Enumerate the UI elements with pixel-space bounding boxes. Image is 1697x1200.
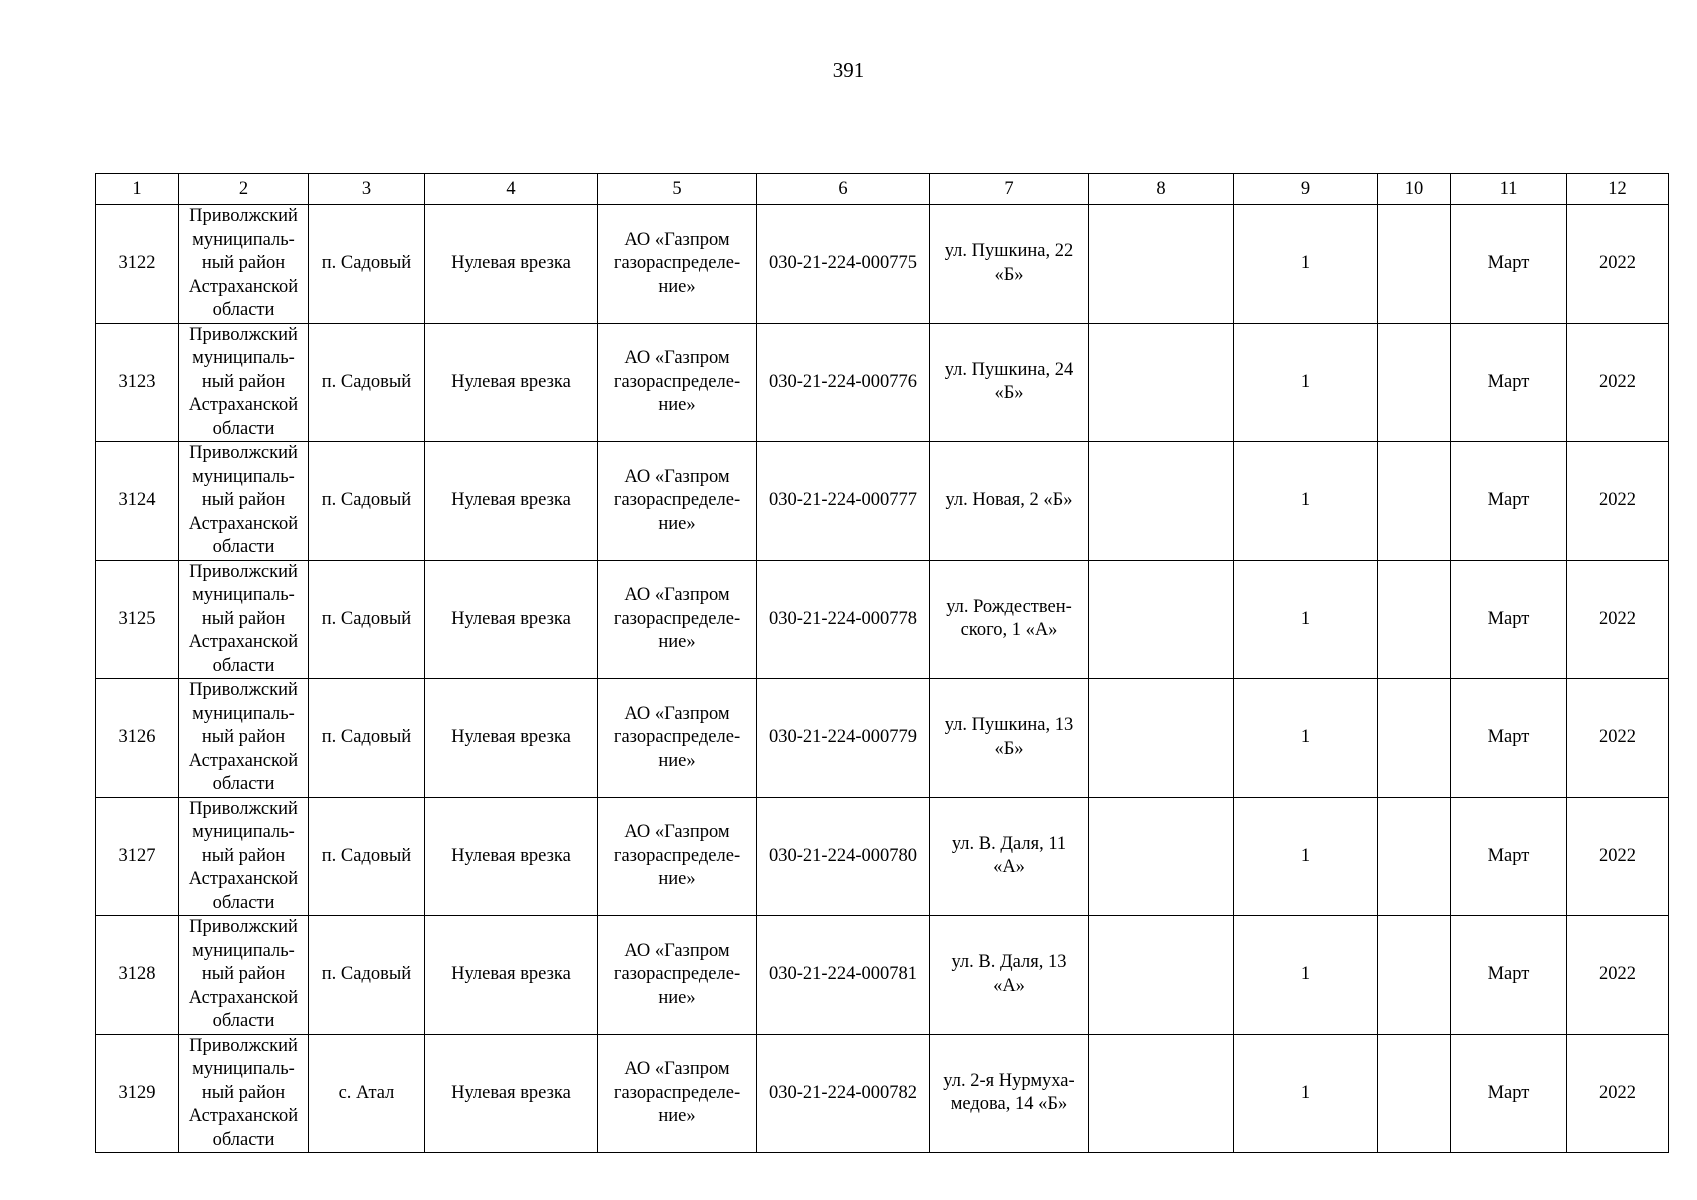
cell-line: области: [212, 892, 275, 913]
table-row: [96, 916, 1669, 1035]
cell-line: газораспределе-: [613, 253, 741, 273]
object-code-cell: 030-21-224-000778: [757, 560, 930, 679]
cell-line: АО «Газпром: [624, 822, 730, 842]
connection-type-cell: Нулевая врезка: [425, 205, 598, 324]
month-cell: Март: [1451, 560, 1567, 679]
cell-line: Приволжский: [189, 680, 298, 700]
quantity-cell: 1: [1234, 797, 1378, 916]
table-row: [96, 560, 1669, 679]
settlement-cell: с. Атал: [309, 1034, 425, 1153]
cell-line: ул. Пушкина, 13: [944, 715, 1074, 736]
row-number-cell: 3128: [96, 916, 179, 1035]
column-8-cell: [1089, 442, 1234, 561]
cell-line: Приволжский: [189, 917, 298, 937]
address-cell: [930, 323, 1089, 442]
month-cell: Март: [1451, 679, 1567, 798]
column-10-cell: [1378, 1034, 1451, 1153]
month-cell: Март: [1451, 1034, 1567, 1153]
cell-line: Приволжский: [189, 324, 298, 345]
cell-line: ние»: [658, 987, 696, 1008]
organization-cell: [598, 916, 757, 1035]
cell-line: АО «Газпром: [624, 466, 730, 487]
cell-line: Приволжский: [189, 798, 298, 819]
year-cell: 2022: [1567, 1034, 1669, 1153]
cell-line: газораспределе-: [613, 1082, 741, 1103]
district-cell: [179, 442, 309, 561]
cell-line: ского, 1 «А»: [960, 620, 1058, 641]
column-number-cell: 11: [1451, 174, 1567, 205]
cell-line: «Б»: [994, 738, 1024, 759]
cell-line: муниципаль-: [192, 822, 295, 842]
column-8-cell: [1089, 323, 1234, 442]
cell-line: области: [212, 1011, 275, 1031]
cell-line: ул. В. Даля, 11: [951, 833, 1067, 854]
object-code-cell: 030-21-224-000776: [757, 323, 930, 442]
settlement-cell: п. Садовый: [309, 442, 425, 561]
settlement-cell: п. Садовый: [309, 916, 425, 1035]
cell-line: газораспределе-: [613, 964, 741, 984]
settlement-cell: п. Садовый: [309, 205, 425, 324]
cell-line: Астраханской: [188, 395, 299, 415]
month-cell: Март: [1451, 916, 1567, 1035]
quantity-cell: 1: [1234, 560, 1378, 679]
column-number-cell: 10: [1378, 174, 1451, 205]
cell-line: «А»: [993, 857, 1025, 878]
month-cell: Март: [1451, 442, 1567, 561]
cell-line: ный район: [201, 608, 286, 629]
column-number-cell: 4: [425, 174, 598, 205]
row-number-cell: 3125: [96, 560, 179, 679]
cell-line: газораспределе-: [613, 371, 741, 392]
column-10-cell: [1378, 560, 1451, 679]
column-number-cell: 5: [598, 174, 757, 205]
cell-line: муниципаль-: [192, 940, 295, 961]
cell-line: газораспределе-: [613, 490, 741, 510]
cell-line: ул. Пушкина, 24: [944, 359, 1074, 380]
cell-line: Астраханской: [188, 1106, 299, 1126]
cell-line: газораспределе-: [613, 845, 741, 866]
cell-line: АО «Газпром: [624, 229, 730, 250]
cell-line: области: [212, 1129, 275, 1150]
connection-type-cell: Нулевая врезка: [425, 916, 598, 1035]
organization-cell: [598, 797, 757, 916]
cell-line: муниципаль-: [192, 229, 295, 250]
cell-line: области: [212, 537, 275, 557]
settlement-cell: п. Садовый: [309, 323, 425, 442]
settlement-cell: п. Садовый: [309, 797, 425, 916]
address-cell: [930, 1034, 1089, 1153]
year-cell: 2022: [1567, 916, 1669, 1035]
cell-line: Астраханской: [188, 987, 299, 1008]
column-number-cell: 3: [309, 174, 425, 205]
cell-line: газораспределе-: [613, 727, 741, 747]
page-number: 391: [832, 58, 865, 82]
cell-line: ул. Рождествен-: [946, 596, 1072, 617]
month-cell: Март: [1451, 797, 1567, 916]
object-code-cell: 030-21-224-000777: [757, 442, 930, 561]
district-cell: [179, 560, 309, 679]
organization-cell: [598, 205, 757, 324]
cell-line: ный район: [201, 964, 286, 984]
cell-line: ул. Пушкина, 22: [944, 241, 1074, 262]
year-cell: 2022: [1567, 205, 1669, 324]
row-number-cell: 3123: [96, 323, 179, 442]
quantity-cell: 1: [1234, 1034, 1378, 1153]
quantity-cell: 1: [1234, 679, 1378, 798]
column-number-cell: 8: [1089, 174, 1234, 205]
column-8-cell: [1089, 560, 1234, 679]
cell-line: ние»: [658, 869, 696, 889]
column-8-cell: [1089, 679, 1234, 798]
cell-line: Астраханской: [188, 632, 299, 652]
table-row: [96, 1034, 1669, 1153]
address-cell: [930, 205, 1089, 324]
cell-line: медова, 14 «Б»: [950, 1094, 1068, 1115]
connection-type-cell: Нулевая врезка: [425, 442, 598, 561]
cell-line: муниципаль-: [192, 585, 295, 605]
cell-line: Приволжский: [189, 443, 298, 463]
cell-line: АО «Газпром: [624, 703, 730, 724]
row-number-cell: 3126: [96, 679, 179, 798]
cell-line: ный район: [201, 490, 286, 510]
cell-line: области: [212, 774, 275, 794]
cell-line: ул. Новая, 2 «Б»: [945, 490, 1073, 510]
year-cell: 2022: [1567, 323, 1669, 442]
address-cell: [930, 442, 1089, 561]
cell-line: Приволжский: [189, 561, 298, 582]
month-cell: Март: [1451, 205, 1567, 324]
cell-line: муниципаль-: [192, 703, 295, 724]
registry-table: [95, 173, 1669, 1153]
settlement-cell: п. Садовый: [309, 560, 425, 679]
cell-line: ние»: [658, 395, 696, 415]
cell-line: ние»: [658, 632, 696, 652]
row-number-cell: 3129: [96, 1034, 179, 1153]
connection-type-cell: Нулевая врезка: [425, 323, 598, 442]
cell-line: области: [212, 655, 275, 676]
object-code-cell: 030-21-224-000781: [757, 916, 930, 1035]
column-number-cell: 1: [96, 174, 179, 205]
organization-cell: [598, 1034, 757, 1153]
month-cell: Март: [1451, 323, 1567, 442]
column-10-cell: [1378, 916, 1451, 1035]
organization-cell: [598, 560, 757, 679]
cell-line: ние»: [658, 750, 696, 771]
column-10-cell: [1378, 442, 1451, 561]
cell-line: Астраханской: [188, 513, 299, 534]
cell-line: ул. В. Даля, 13: [951, 952, 1067, 973]
cell-line: «Б»: [994, 264, 1024, 285]
cell-line: Астраханской: [188, 750, 299, 771]
column-8-cell: [1089, 916, 1234, 1035]
cell-line: муниципаль-: [192, 466, 295, 487]
quantity-cell: 1: [1234, 205, 1378, 324]
year-cell: 2022: [1567, 797, 1669, 916]
column-8-cell: [1089, 797, 1234, 916]
district-cell: [179, 323, 309, 442]
cell-line: ние»: [658, 513, 696, 534]
column-10-cell: [1378, 679, 1451, 798]
row-number-cell: 3122: [96, 205, 179, 324]
column-8-cell: [1089, 1034, 1234, 1153]
cell-line: газораспределе-: [613, 608, 741, 629]
address-cell: [930, 679, 1089, 798]
cell-line: муниципаль-: [192, 1059, 295, 1079]
object-code-cell: 030-21-224-000780: [757, 797, 930, 916]
column-10-cell: [1378, 797, 1451, 916]
row-number-cell: 3127: [96, 797, 179, 916]
column-number-cell: 2: [179, 174, 309, 205]
cell-line: ние»: [658, 276, 696, 297]
table-row: [96, 797, 1669, 916]
address-cell: [930, 797, 1089, 916]
cell-line: АО «Газпром: [624, 585, 730, 605]
column-10-cell: [1378, 205, 1451, 324]
quantity-cell: 1: [1234, 442, 1378, 561]
cell-line: муниципаль-: [192, 348, 295, 368]
address-cell: [930, 560, 1089, 679]
cell-line: АО «Газпром: [624, 940, 730, 961]
year-cell: 2022: [1567, 442, 1669, 561]
cell-line: Приволжский: [189, 206, 298, 226]
cell-line: АО «Газпром: [624, 1059, 730, 1079]
cell-line: области: [212, 300, 275, 320]
column-number-cell: 9: [1234, 174, 1378, 205]
connection-type-cell: Нулевая врезка: [425, 797, 598, 916]
cell-line: Приволжский: [189, 1035, 298, 1056]
cell-line: ние»: [658, 1106, 696, 1126]
district-cell: [179, 1034, 309, 1153]
connection-type-cell: Нулевая врезка: [425, 1034, 598, 1153]
object-code-cell: 030-21-224-000782: [757, 1034, 930, 1153]
cell-line: «Б»: [994, 383, 1024, 404]
table-row: [96, 205, 1669, 324]
column-number-cell: 12: [1567, 174, 1669, 205]
object-code-cell: 030-21-224-000775: [757, 205, 930, 324]
cell-line: Астраханской: [188, 869, 299, 889]
organization-cell: [598, 679, 757, 798]
cell-line: ный район: [201, 253, 286, 273]
cell-line: ный район: [201, 845, 286, 866]
connection-type-cell: Нулевая врезка: [425, 560, 598, 679]
district-cell: [179, 916, 309, 1035]
year-cell: 2022: [1567, 560, 1669, 679]
table-row: [96, 679, 1669, 798]
settlement-cell: п. Садовый: [309, 679, 425, 798]
quantity-cell: 1: [1234, 323, 1378, 442]
cell-line: Астраханской: [188, 276, 299, 297]
district-cell: [179, 679, 309, 798]
year-cell: 2022: [1567, 679, 1669, 798]
cell-line: ный район: [201, 371, 286, 392]
row-number-cell: 3124: [96, 442, 179, 561]
district-cell: [179, 797, 309, 916]
cell-line: области: [212, 418, 275, 439]
table-row: [96, 323, 1669, 442]
column-10-cell: [1378, 323, 1451, 442]
connection-type-cell: Нулевая врезка: [425, 679, 598, 798]
organization-cell: [598, 442, 757, 561]
cell-line: АО «Газпром: [624, 348, 730, 368]
column-number-cell: 7: [930, 174, 1089, 205]
table-body: [96, 174, 1669, 1153]
column-8-cell: [1089, 205, 1234, 324]
district-cell: [179, 205, 309, 324]
column-number-cell: 6: [757, 174, 930, 205]
cell-line: «А»: [993, 975, 1025, 996]
address-cell: [930, 916, 1089, 1035]
object-code-cell: 030-21-224-000779: [757, 679, 930, 798]
cell-line: ный район: [201, 727, 286, 747]
cell-line: ул. 2-я Нурмуха-: [943, 1070, 1075, 1091]
column-number-row: [96, 174, 1669, 205]
table-row: [96, 442, 1669, 561]
quantity-cell: 1: [1234, 916, 1378, 1035]
cell-line: ный район: [201, 1082, 286, 1103]
organization-cell: [598, 323, 757, 442]
